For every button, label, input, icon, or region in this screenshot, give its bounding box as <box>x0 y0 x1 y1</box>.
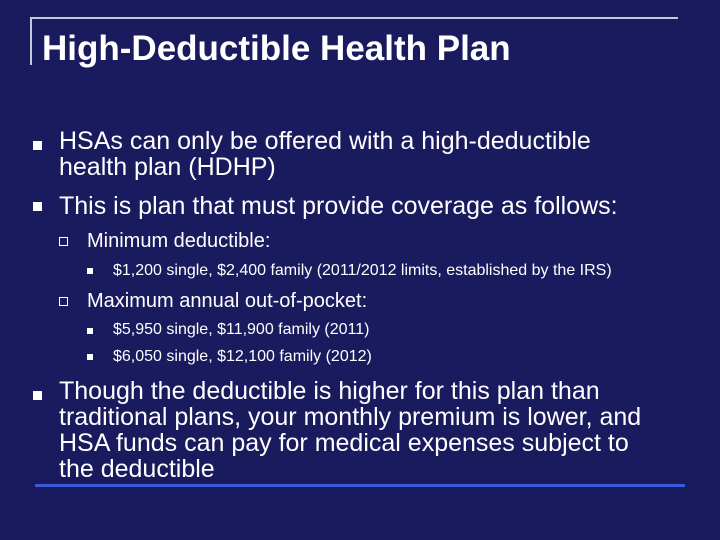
hollow-square-bullet-icon <box>59 237 68 246</box>
bottom-divider <box>35 484 685 487</box>
bullet-square-icon <box>33 141 42 150</box>
sub-bullet-max-oop: Maximum annual out-of-pocket: <box>87 290 368 312</box>
small-square-bullet-icon <box>87 354 93 360</box>
bullet-3-line-4: the deductible <box>59 455 215 483</box>
small-square-bullet-icon <box>87 268 93 274</box>
bullet-square-icon <box>33 202 42 211</box>
bullet-3-line-1: Though the deductible is higher for this plan than <box>59 377 600 405</box>
bullet-3 <box>59 378 641 482</box>
bullet-1-line-1: HSAs can only be offered with a high-deductible <box>59 127 591 155</box>
hollow-square-bullet-icon <box>59 297 68 306</box>
small-square-bullet-icon <box>87 328 93 334</box>
slide-title: High-Deductible Health Plan <box>42 29 511 68</box>
detail-oop-2011: $5,950 single, $11,900 family (2011) <box>113 321 370 338</box>
bullet-1 <box>59 128 591 180</box>
bullet-1-line-2: health plan (HDHP) <box>59 153 276 181</box>
detail-oop-2012: $6,050 single, $12,100 family (2012) <box>113 348 372 365</box>
bullet-3-line-2: traditional plans, your monthly premium is lower, and <box>59 403 642 431</box>
detail-min-deductible: $1,200 single, $2,400 family (2011/2012 limits, established by the IRS) <box>113 262 612 279</box>
bullet-2: This is plan that must provide coverage as follows: <box>59 192 618 220</box>
bullet-3-line-3: HSA funds can pay for medical expenses subject to <box>59 429 629 457</box>
bullet-square-icon <box>33 391 42 400</box>
sub-bullet-min-deductible: Minimum deductible: <box>87 230 271 252</box>
